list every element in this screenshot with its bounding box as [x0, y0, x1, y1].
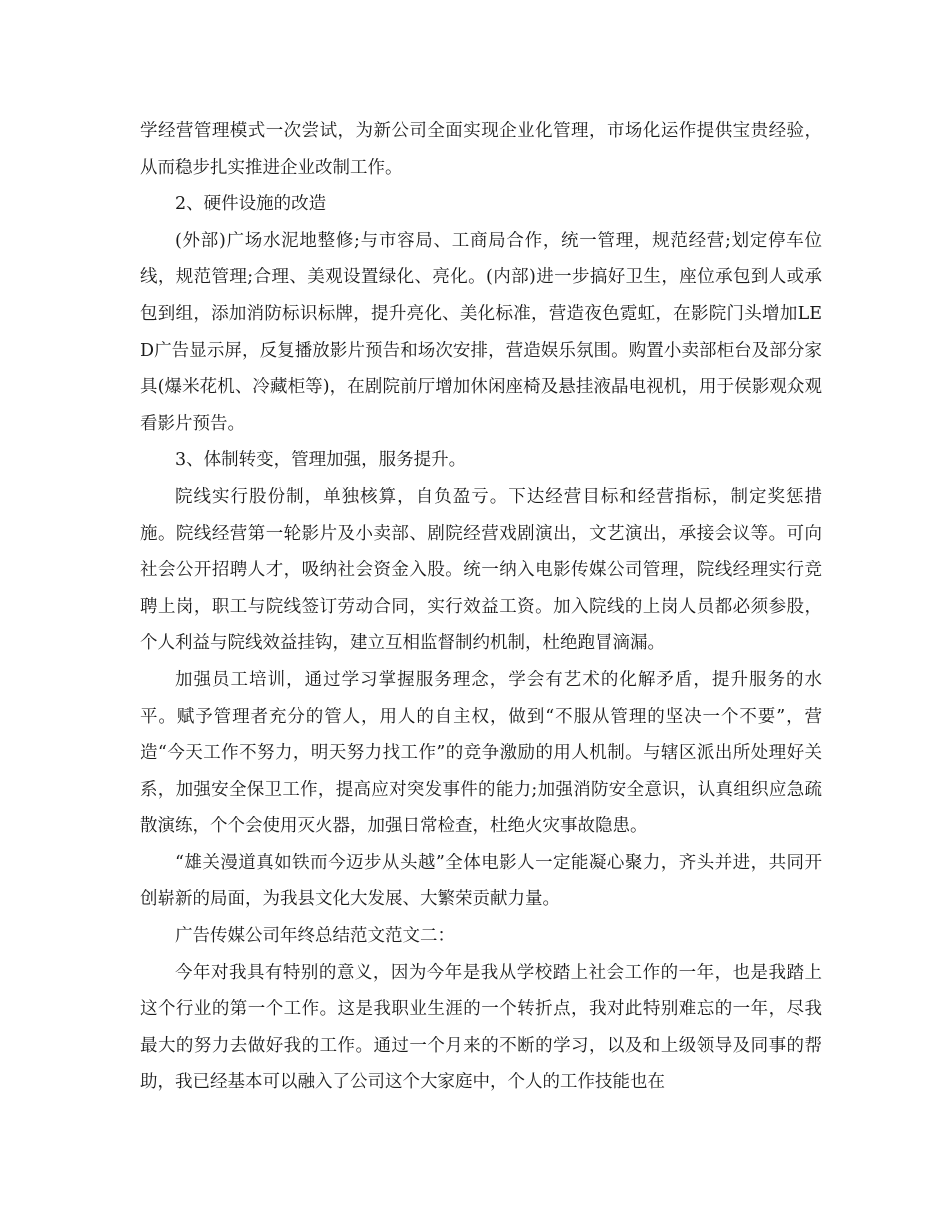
- section-heading-hardware: 2、硬件设施的改造: [175, 194, 327, 215]
- document-body: [140, 113, 822, 1101]
- section-heading-system-reform: 3、体制转变，管理加强，服务提升。: [175, 450, 467, 471]
- paragraph-continuation: 学经营管理模式一次尝试，为新公司全面实现企业化管理，市场化运作提供宝贵经验，从而稳步扎实推进企业改制工作。: [140, 121, 822, 178]
- paragraph-closing-quote: “雄关漫道真如铁而今迈步从头越”全体电影人一定能凝心聚力，齐头并进，共同开创崭新的局面，为我县文化大发展、大繁荣贡献力量。: [140, 852, 822, 910]
- paragraph-sample-two-intro: 今年对我具有特别的意义，因为今年是我从学校踏上社会工作的一年，也是我踏上这个行业的第一个工作。这是我职业生涯的一个转折点，我对此特别难忘的一年，尽我最大的努力去做好我的工作。通过一个月来的不断的学习，以及和上级领导及同事的帮助，我已经基本可以融入了公司这个大家庭中，个人的工作技能也在: [140, 962, 822, 1093]
- paragraph-hardware-details: (外部)广场水泥地整修;与市容局、工商局合作，统一管理，规范经营;划定停车位线，规范管理;合理、美观设置绿化、亮化。(内部)进一步搞好卫生，座位承包到人或承包到组，添加消防标识标牌，提升亮化、美化标准，营造夜色霓虹，在影院门头增加LED广告显示屏，反复播放影片预告和场次安排，营造娱乐氛围。购置小卖部柜台及部分家具(爆米花机、冷藏柜等)，在剧院前厅增加休闲座椅及悬挂液晶电视机，用于侯影观众观看影片预告。: [140, 230, 822, 434]
- paragraph-shareholding: 院线实行股份制，单独核算，自负盈亏。下达经营目标和经营指标，制定奖惩措施。院线经营第一轮影片及小卖部、剧院经营戏剧演出，文艺演出，承接会议等。可向社会公开招聘人才，吸纳社会资金入股。统一纳入电影传媒公司管理，院线经理实行竞聘上岗，职工与院线签订劳动合同，实行效益工资。加入院线的上岗人员都必须参股，个人利益与院线效益挂钩，建立互相监督制约机制，杜绝跑冒滴漏。: [140, 486, 822, 654]
- section-heading-sample-two: 广告传媒公司年终总结范文范文二：: [175, 926, 455, 947]
- paragraph-staff-training: 加强员工培训，通过学习掌握服务理念，学会有艺术的化解矛盾，提升服务的水平。赋予管理者充分的管人，用人的自主权，做到“不服从管理的坚决一个不要”，营造“今天工作不努力，明天努力找工作”的竞争激励的用人机制。与辖区派出所处理好关系，加强安全保卫工作，提高应对突发事件的能力;加强消防安全意识，认真组织应急疏散演练，个个会使用灭火器，加强日常检查，杜绝火灾事故隐患。: [140, 669, 822, 837]
